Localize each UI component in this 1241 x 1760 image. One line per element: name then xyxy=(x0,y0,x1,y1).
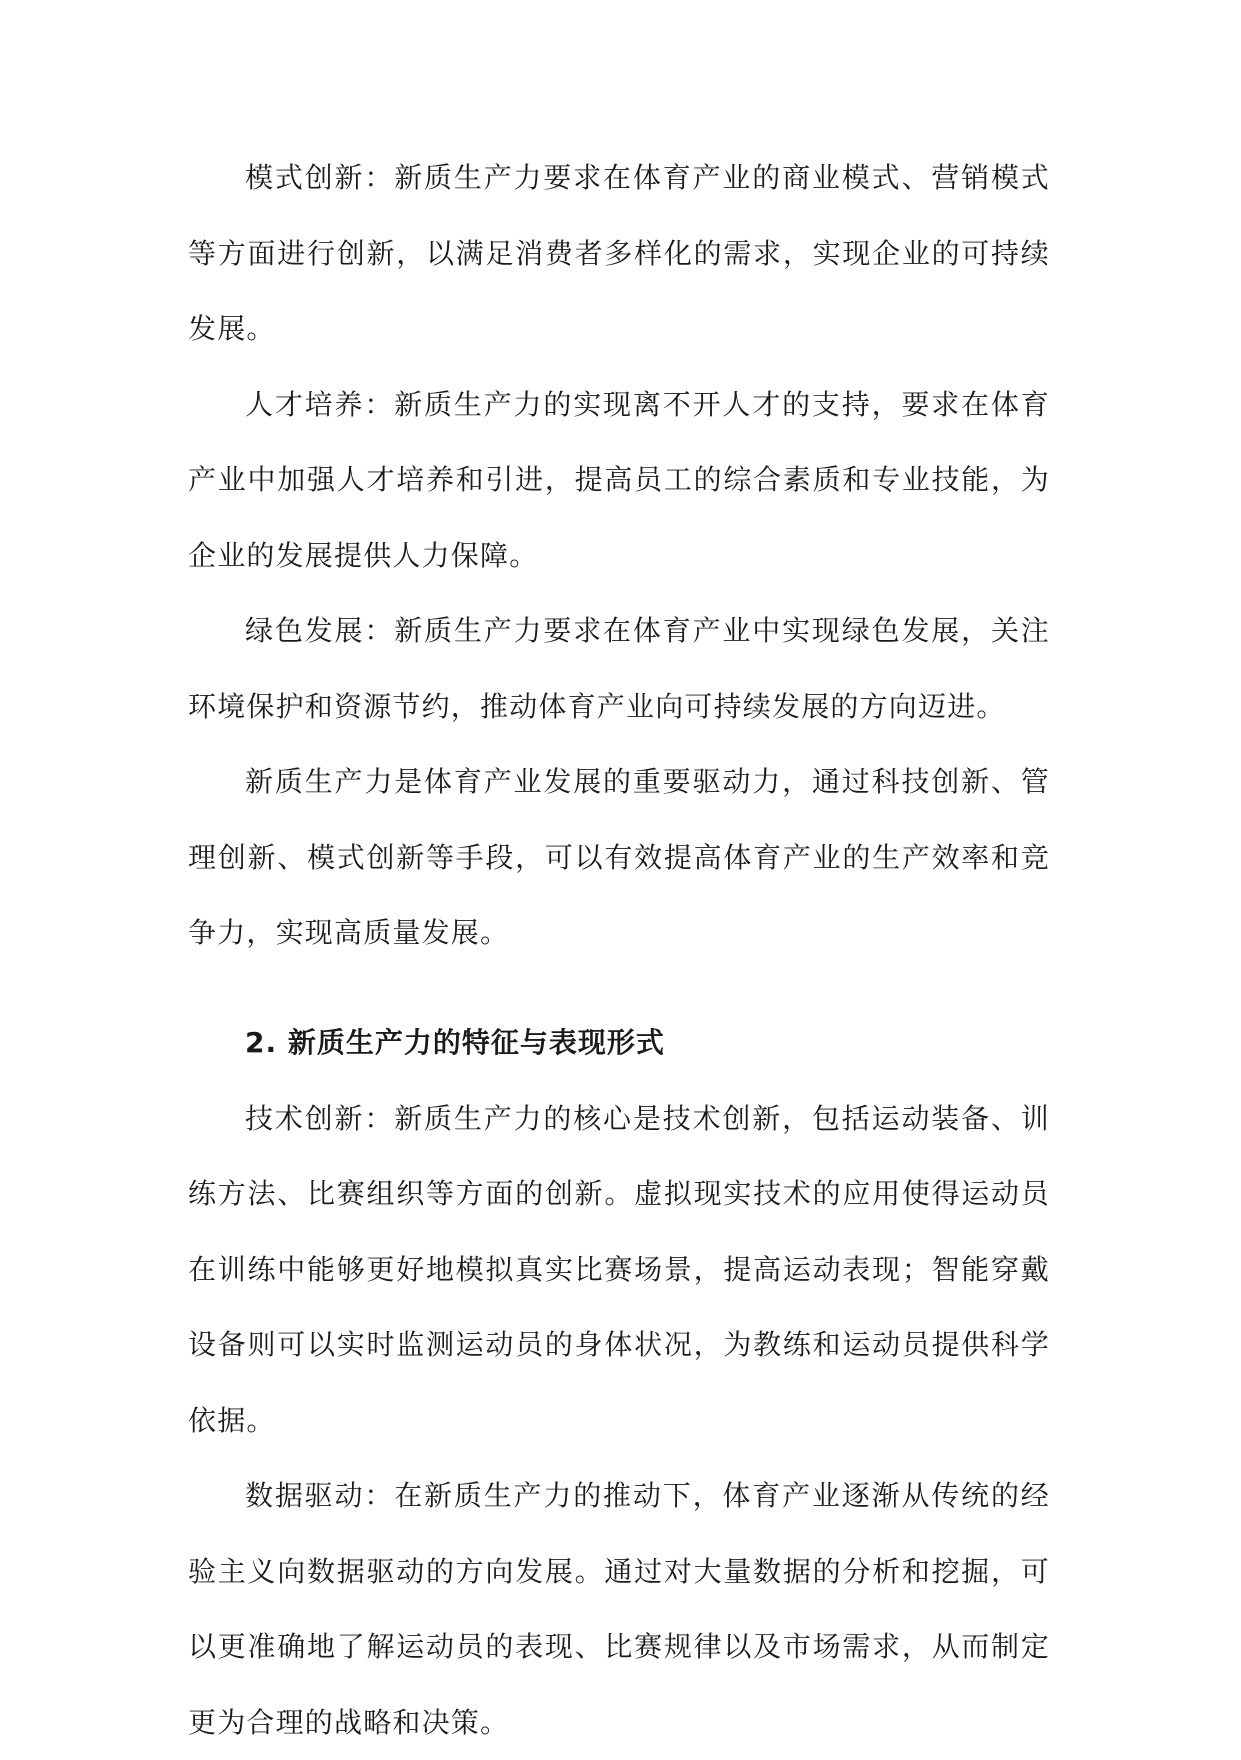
paragraph-summary: 新质生产力是体育产业发展的重要驱动力，通过科技创新、管理创新、模式创新等手段，可以有效提高体育产业的生产效率和竞争力，实现高质量发展。 xyxy=(188,765,1050,949)
paragraph-green-development: 绿色发展：新质生产力要求在体育产业中实现绿色发展，关注环境保护和资源节约，推动体育产业向可持续发展的方向迈进。 xyxy=(188,614,1050,723)
paragraph-talent-cultivation: 人才培养：新质生产力的实现离不开人才的支持，要求在体育产业中加强人才培养和引进，提高员工的综合素质和专业技能，为企业的发展提供人力保障。 xyxy=(188,387,1050,572)
paragraph-technology-innovation: 技术创新：新质生产力的核心是技术创新，包括运动装备、训练方法、比赛组织等方面的创新。虚拟现实技术的应用使得运动员在训练中能够更好地模拟真实比赛场景，提高运动表现；智能穿戴设备则可以实时监测运动员的身体状况，为教练和运动员提供科学依据。 xyxy=(188,1101,1050,1437)
paragraph-mode-innovation: 模式创新：新质生产力要求在体育产业的商业模式、营销模式等方面进行创新，以满足消费者多样化的需求，实现企业的可持续发展。 xyxy=(188,161,1050,345)
paragraph-data-driven: 数据驱动：在新质生产力的推动下，体育产业逐渐从传统的经验主义向数据驱动的方向发展。通过对大量数据的分析和挖掘，可以更准确地了解运动员的表现、比赛规律以及市场需求，从而制定更为合理的战略和决策。 xyxy=(188,1479,1050,1739)
document-body xyxy=(188,140,1050,1760)
section-heading: 2. 新质生产力的特征与表现形式 xyxy=(245,1025,665,1059)
